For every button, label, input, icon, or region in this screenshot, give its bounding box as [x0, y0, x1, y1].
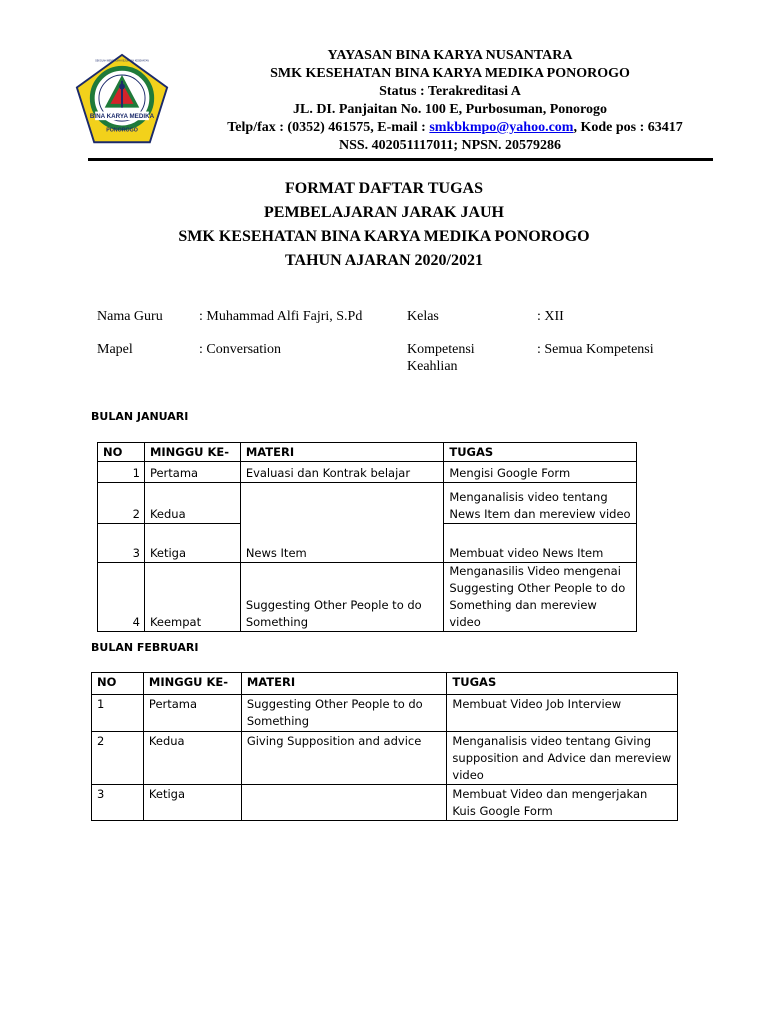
cell-minggu: Keempat — [144, 563, 240, 632]
cell-tugas: Menganasilis Video mengenai Suggesting Other People to do Something dan mereview video — [444, 563, 637, 632]
section-februari: BULAN FEBRUARI — [91, 641, 199, 654]
table-row — [92, 785, 678, 821]
col-no: NO — [92, 673, 144, 695]
mapel-value: : Conversation — [199, 342, 282, 357]
email-link[interactable]: smkbkmpo@yahoo.com — [429, 120, 574, 135]
col-minggu: MINGGU KE- — [144, 443, 240, 462]
cell-minggu: Kedua — [143, 732, 241, 785]
contact-prefix: Telp/fax : (0352) 461575, E-mail : — [227, 120, 430, 135]
col-no: NO — [98, 443, 145, 462]
cell-tugas: Menganalisis video tentang News Item dan mereview video — [444, 483, 637, 524]
nss-npsn: NSS. 402051117011; NPSN. 20579286 — [338, 138, 562, 153]
school-address: JL. DI. Panjaitan No. 100 E, Purbosuman, Ponorogo — [292, 102, 607, 117]
kompetensi-label-2: Keahlian — [407, 359, 458, 374]
cell-no: 3 — [98, 524, 145, 563]
kelas-label: Kelas — [407, 309, 439, 324]
cell-tugas: Membuat Video dan mengerjakan Kuis Google Form — [447, 785, 678, 821]
contact-line — [185, 119, 725, 137]
cell-minggu: Pertama — [143, 695, 241, 732]
mapel-label: Mapel — [97, 342, 133, 357]
table-row — [98, 483, 637, 524]
cell-materi: Evaluasi dan Kontrak belajar — [240, 462, 444, 483]
table-row — [98, 563, 637, 632]
logo-text: BINA KARYA MEDIKA — [89, 113, 155, 121]
guru-value: : Muhammad Alfi Fajri, S.Pd — [199, 309, 363, 324]
cell-materi: Suggesting Other People to do Something — [241, 695, 447, 732]
doc-title-line2: PEMBELAJARAN JARAK JAUH — [264, 204, 504, 221]
cell-materi: News Item — [240, 483, 444, 563]
school-logo — [74, 52, 170, 148]
table-januari — [97, 442, 637, 632]
table-header-row — [92, 673, 678, 695]
logo-ring-text: SEKOLAH MENENGAH KEJURUAN KESEHATAN — [95, 59, 149, 63]
table-februari — [91, 672, 678, 821]
cell-materi: Suggesting Other People to do Something — [240, 563, 444, 632]
col-minggu: MINGGU KE- — [143, 673, 241, 695]
table-row — [92, 695, 678, 732]
cell-no: 4 — [98, 563, 145, 632]
cell-tugas: Membuat video News Item — [444, 524, 637, 563]
col-materi: MATERI — [241, 673, 447, 695]
doc-title-line3: SMK KESEHATAN BINA KARYA MEDIKA PONOROGO — [178, 228, 590, 245]
foundation-name: YAYASAN BINA KARYA NUSANTARA — [327, 48, 573, 63]
cell-tugas: Mengisi Google Form — [444, 462, 637, 483]
col-materi: MATERI — [240, 443, 444, 462]
accreditation-status: Status : Terakreditasi A — [379, 84, 521, 99]
cell-materi — [241, 785, 447, 821]
kelas-value: : XII — [537, 309, 564, 324]
table-header-row — [98, 443, 637, 462]
col-tugas: TUGAS — [447, 673, 678, 695]
table-row — [92, 732, 678, 785]
cell-minggu: Ketiga — [144, 524, 240, 563]
logo-city: PONOROGO — [106, 127, 138, 134]
cell-materi: Giving Supposition and advice — [241, 732, 447, 785]
doc-title-line1: FORMAT DAFTAR TUGAS — [285, 180, 483, 197]
col-tugas: TUGAS — [444, 443, 637, 462]
contact-suffix: , Kode pos : 63417 — [573, 120, 683, 135]
letterhead-divider — [88, 158, 713, 161]
section-januari: BULAN JANUARI — [91, 410, 189, 423]
school-name: SMK KESEHATAN BINA KARYA MEDIKA PONOROGO — [270, 66, 630, 81]
cell-no: 2 — [92, 732, 144, 785]
cell-no: 1 — [98, 462, 145, 483]
cell-no: 3 — [92, 785, 144, 821]
table-row — [98, 462, 637, 483]
kompetensi-value: : Semua Kompetensi — [537, 342, 654, 357]
cell-minggu: Ketiga — [143, 785, 241, 821]
kompetensi-label-1: Kompetensi — [407, 342, 475, 357]
doc-title-line4: TAHUN AJARAN 2020/2021 — [285, 252, 483, 269]
cell-no: 1 — [92, 695, 144, 732]
cell-no: 2 — [98, 483, 145, 524]
cell-minggu: Kedua — [144, 483, 240, 524]
cell-tugas: Menganalisis video tentang Giving supposition and Advice dan mereview video — [447, 732, 678, 785]
cell-tugas: Membuat Video Job Interview — [447, 695, 678, 732]
cell-minggu: Pertama — [144, 462, 240, 483]
guru-label: Nama Guru — [97, 309, 163, 324]
